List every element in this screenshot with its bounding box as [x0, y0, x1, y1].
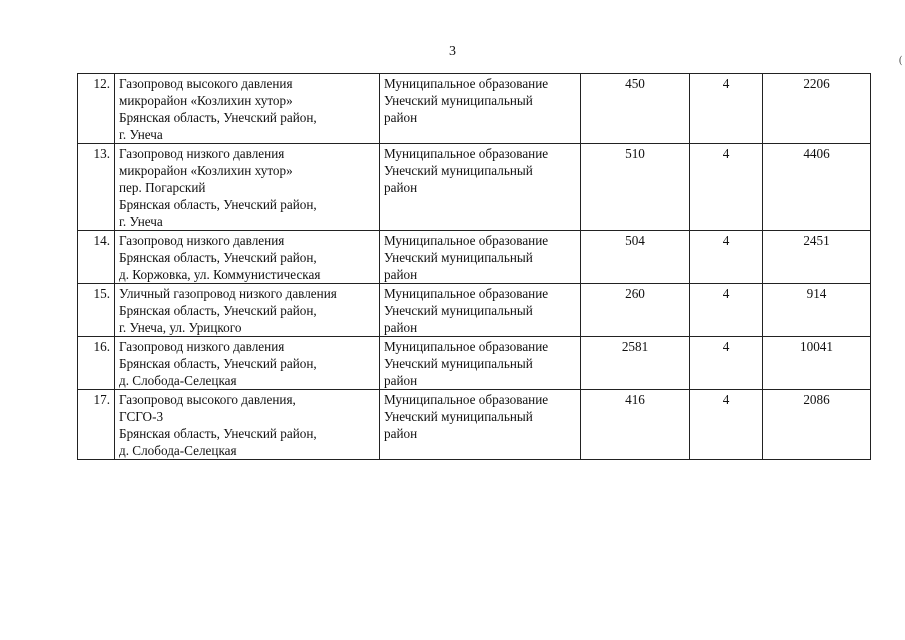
owner-cell-line: Муниципальное образование [384, 392, 549, 407]
owner-cell [380, 284, 581, 337]
object-name-cell [115, 390, 380, 460]
owner-cell [380, 74, 581, 144]
length-cell: 416 [581, 390, 690, 460]
row-number-cell: 12. [78, 74, 115, 144]
object-name-cell [115, 231, 380, 284]
owner-cell [380, 144, 581, 231]
registry-table-body [78, 74, 871, 460]
registry-table [77, 73, 871, 460]
object-name-cell-line: д. Коржовка, ул. Коммунистическая [119, 267, 321, 282]
column-6-cell: 914 [763, 284, 871, 337]
owner-cell-line: район [384, 180, 418, 195]
owner-cell-line: Унечский муниципальный [384, 250, 533, 265]
owner-cell-line: Муниципальное образование [384, 233, 549, 248]
object-name-cell-line: г. Унеча [119, 127, 163, 142]
object-name-cell-line: д. Слобода-Селецкая [119, 443, 237, 458]
object-name-cell-line: микрорайон «Козлихин хутор» [119, 163, 293, 178]
object-name-cell-line: д. Слобода-Селецкая [119, 373, 237, 388]
object-name-cell-line: ГСГО-3 [119, 409, 164, 424]
owner-cell-line: Муниципальное образование [384, 146, 549, 161]
object-name-cell-line: Газопровод низкого давления [119, 233, 285, 248]
object-name-cell-line: г. Унеча, ул. Урицкого [119, 320, 242, 335]
page-number: 3 [449, 44, 456, 59]
owner-cell [380, 231, 581, 284]
owner-cell-line: Унечский муниципальный [384, 409, 533, 424]
owner-cell-line: Унечский муниципальный [384, 303, 533, 318]
length-cell: 504 [581, 231, 690, 284]
object-name-cell-line: Брянская область, Унечский район, [119, 110, 317, 125]
table-row [78, 337, 871, 390]
length-cell: 2581 [581, 337, 690, 390]
column-6-cell: 2086 [763, 390, 871, 460]
object-name-cell-line: Брянская область, Унечский район, [119, 303, 317, 318]
object-name-cell-line: Газопровод высокого давления, [119, 392, 296, 407]
object-name-cell-line: Газопровод низкого давления [119, 146, 285, 161]
column-6-cell: 2206 [763, 74, 871, 144]
object-name-cell-line: г. Унеча [119, 214, 163, 229]
row-number-cell: 17. [78, 390, 115, 460]
object-name-cell-line: Брянская область, Унечский район, [119, 356, 317, 371]
owner-cell-line: Муниципальное образование [384, 76, 549, 91]
object-name-cell-line: Брянская область, Унечский район, [119, 197, 317, 212]
column-5-cell: 4 [690, 144, 763, 231]
owner-cell-line: Муниципальное образование [384, 339, 549, 354]
table-row [78, 284, 871, 337]
owner-cell-line: район [384, 373, 418, 388]
length-cell: 510 [581, 144, 690, 231]
column-5-cell: 4 [690, 231, 763, 284]
edge-mark: ( [899, 55, 903, 66]
owner-cell [380, 390, 581, 460]
object-name-cell-line: пер. Погарский [119, 180, 206, 195]
table-row [78, 231, 871, 284]
object-name-cell-line: Уличный газопровод низкого давления [119, 286, 337, 301]
column-5-cell: 4 [690, 337, 763, 390]
row-number-cell: 13. [78, 144, 115, 231]
object-name-cell [115, 337, 380, 390]
object-name-cell-line: Брянская область, Унечский район, [119, 426, 317, 441]
row-number-cell: 14. [78, 231, 115, 284]
column-6-cell: 10041 [763, 337, 871, 390]
object-name-cell [115, 74, 380, 144]
object-name-cell-line: Брянская область, Унечский район, [119, 250, 317, 265]
object-name-cell-line: микрорайон «Козлихин хутор» [119, 93, 293, 108]
length-cell: 260 [581, 284, 690, 337]
owner-cell-line: район [384, 110, 418, 125]
object-name-cell [115, 284, 380, 337]
column-5-cell: 4 [690, 284, 763, 337]
object-name-cell-line: Газопровод низкого давления [119, 339, 285, 354]
column-5-cell: 4 [690, 74, 763, 144]
owner-cell-line: Муниципальное образование [384, 286, 549, 301]
table-row [78, 144, 871, 231]
column-5-cell: 4 [690, 390, 763, 460]
object-name-cell-line: Газопровод высокого давления [119, 76, 293, 91]
owner-cell-line: район [384, 320, 418, 335]
owner-cell-line: район [384, 267, 418, 282]
owner-cell-line: район [384, 426, 418, 441]
owner-cell-line: Унечский муниципальный [384, 93, 533, 108]
column-6-cell: 4406 [763, 144, 871, 231]
column-6-cell: 2451 [763, 231, 871, 284]
table-row [78, 390, 871, 460]
row-number-cell: 15. [78, 284, 115, 337]
object-name-cell [115, 144, 380, 231]
owner-cell-line: Унечский муниципальный [384, 163, 533, 178]
owner-cell-line: Унечский муниципальный [384, 356, 533, 371]
table-row [78, 74, 871, 144]
length-cell: 450 [581, 74, 690, 144]
owner-cell [380, 337, 581, 390]
row-number-cell: 16. [78, 337, 115, 390]
